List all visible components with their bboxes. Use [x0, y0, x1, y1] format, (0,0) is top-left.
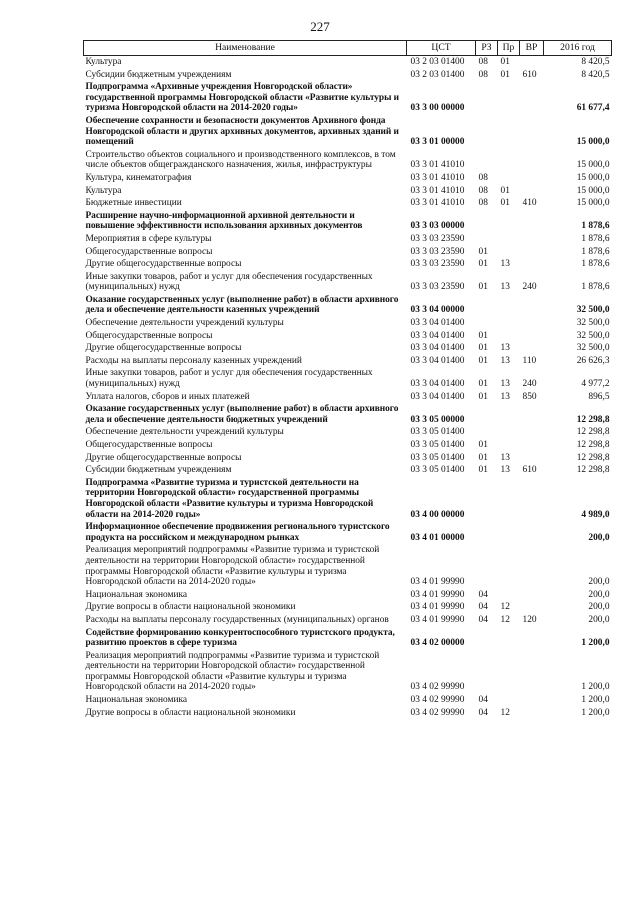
header-name: Наименование	[84, 41, 407, 56]
table-row	[84, 544, 612, 588]
cell-cst: 03 3 04 01400	[410, 355, 465, 366]
header-cst: ЦСТ	[407, 41, 476, 56]
cell-pr: 13	[500, 282, 510, 293]
table-row	[84, 601, 612, 614]
cell-sum: 1 200,0	[581, 682, 610, 693]
cell-name: Содействие формированию конкурентоспособного туристского продукта, развитию проектов в сфере туризма	[85, 627, 395, 649]
cell-pr	[498, 544, 520, 588]
cell-pr	[498, 521, 520, 544]
cell-rz: 01	[478, 259, 488, 270]
cell-vr	[520, 258, 544, 271]
cell-cst: 03 3 03 23590	[410, 246, 465, 257]
cell-rz: 01	[478, 355, 488, 366]
cell-name: Культура	[85, 57, 122, 67]
cell-pr	[498, 115, 520, 149]
cell-sum: 32 500,0	[576, 305, 610, 316]
header-sum: 2016 год	[544, 41, 612, 56]
cell-cst: 03 3 01 41010	[410, 185, 465, 196]
cell-name: Подпрограмма «Архивные учреждения Новгородской области» государственной программы Новгородской области «Развитие культуры и туризма Новгородской области на 2014-2020 годы»	[85, 82, 400, 114]
cell-sum: 1 200,0	[581, 638, 610, 649]
table-row	[84, 271, 612, 294]
cell-rz: 04	[478, 707, 488, 718]
cell-name: Расходы на выплаты персоналу казенных учреждений	[85, 355, 302, 366]
header-row	[84, 41, 612, 56]
table-row	[84, 149, 612, 172]
cell-name: Другие общегосударственные вопросы	[85, 452, 242, 463]
cell-name: Общегосударственные вопросы	[85, 246, 213, 257]
cell-cst: 03 3 03 23590	[410, 233, 465, 244]
cell-vr	[520, 246, 544, 259]
cell-cst: 03 4 00 00000	[410, 509, 465, 520]
cell-name: Общегосударственные вопросы	[85, 440, 213, 450]
cell-name: Иные закупки товаров, работ и услуг для обеспечения государственных (муниципальных) нужд	[85, 368, 373, 390]
cell-cst: 03 4 01 99990	[410, 602, 465, 613]
cell-vr	[520, 330, 544, 343]
cell-vr	[520, 185, 544, 198]
table-row	[84, 521, 612, 544]
table-row	[84, 464, 612, 477]
cell-rz: 01	[478, 440, 488, 450]
cell-name: Другие вопросы в области национальной экономики	[85, 602, 296, 613]
cell-sum: 200,0	[588, 614, 610, 625]
table-row	[84, 367, 612, 390]
cell-cst: 03 3 01 41010	[410, 160, 465, 171]
cell-pr	[498, 426, 520, 439]
cell-pr	[498, 210, 520, 233]
cell-vr	[520, 477, 544, 521]
table-row	[84, 694, 612, 707]
cell-cst: 03 3 05 01400	[410, 427, 465, 438]
cell-cst: 03 3 05 00000	[410, 414, 465, 425]
cell-sum: 15 000,0	[576, 160, 610, 171]
cell-sum: 4 989,0	[581, 509, 610, 520]
table-row	[84, 233, 612, 246]
cell-sum: 12 298,8	[576, 427, 610, 438]
table-row	[84, 707, 612, 720]
cell-pr	[498, 233, 520, 246]
cell-name: Подпрограмма «Развитие туризма и туристской деятельности на территории Новгородской области» государственной программы Новгородской области «Развитие культуры и туризма Новгородской области на 2014-2020 годы»	[85, 477, 374, 520]
cell-vr: 850	[522, 391, 537, 402]
cell-name: Другие вопросы в области национальной экономики	[85, 707, 296, 718]
table-row	[84, 258, 612, 271]
cell-pr: 01	[500, 69, 510, 80]
cell-rz: 01	[478, 391, 488, 402]
cell-vr	[520, 589, 544, 602]
cell-sum: 15 000,0	[576, 137, 610, 148]
cell-sum: 15 000,0	[576, 185, 610, 196]
cell-name: Мероприятия в сфере культуры	[85, 233, 212, 244]
cell-pr: 01	[500, 185, 510, 196]
cell-vr	[520, 210, 544, 233]
table-row	[84, 355, 612, 368]
table-row	[84, 589, 612, 602]
cell-vr	[520, 149, 544, 172]
cell-vr	[520, 115, 544, 149]
cell-sum: 1 878,6	[581, 259, 610, 270]
cell-vr	[520, 172, 544, 185]
table-row	[84, 197, 612, 210]
cell-name: Расширение научно-информационной архивной деятельности и повышение эффективности использования архивных документов	[85, 210, 363, 232]
cell-name: Другие общегосударственные вопросы	[85, 343, 242, 354]
cell-cst: 03 3 05 01400	[410, 452, 465, 463]
cell-sum: 32 500,0	[576, 318, 610, 329]
table-body	[84, 56, 612, 720]
cell-cst: 03 3 04 01400	[410, 391, 465, 402]
cell-cst: 03 4 01 99990	[410, 577, 465, 588]
cell-cst: 03 4 02 99990	[410, 695, 465, 706]
cell-name: Строительство объектов социального и производственного комплексов, в том числе объектов общегражданского назначения, жилья, инфраструктуры	[85, 149, 396, 171]
cell-rz: 04	[478, 602, 488, 613]
cell-name: Обеспечение деятельности учреждений культуры	[85, 318, 284, 329]
cell-name: Обеспечение сохранности и безопасности документов Архивного фонда Новгородской области и других архивных документов, архивных зданий и помещений	[85, 115, 399, 148]
cell-pr	[498, 477, 520, 521]
table-header	[84, 41, 612, 56]
cell-name: Реализация мероприятий подпрограммы «Развитие туризма и туристской деятельности на территории Новгородской области» государственной программы Новгородской области «Развитие культуры и туризма Новгородской области на 2014-2020 годы»	[85, 650, 380, 693]
cell-rz	[476, 149, 498, 172]
cell-cst: 03 3 04 01400	[410, 318, 465, 329]
cell-rz: 01	[478, 343, 488, 354]
cell-pr	[498, 246, 520, 259]
cell-sum: 1 200,0	[581, 695, 610, 706]
cell-cst: 03 3 05 01400	[410, 465, 465, 476]
cell-cst: 03 3 01 41010	[410, 172, 465, 183]
cell-cst: 03 3 01 41010	[410, 198, 465, 209]
cell-sum: 1 878,6	[581, 282, 610, 293]
cell-rz	[476, 115, 498, 149]
cell-cst: 03 4 02 99990	[410, 682, 465, 693]
table-row	[84, 452, 612, 465]
page-number: 227	[310, 19, 330, 34]
table-row	[84, 294, 612, 317]
cell-rz	[476, 81, 498, 115]
table-row	[84, 172, 612, 185]
cell-rz: 01	[478, 452, 488, 463]
cell-vr	[520, 439, 544, 452]
cell-pr	[498, 81, 520, 115]
cell-pr	[498, 439, 520, 452]
cell-name: Субсидии бюджетным учреждениям	[85, 465, 232, 476]
cell-vr: 240	[522, 379, 537, 390]
cell-cst: 03 4 01 99990	[410, 614, 465, 625]
cell-pr	[498, 317, 520, 330]
cell-name: Расходы на выплаты персоналу государственных (муниципальных) органов	[85, 614, 389, 625]
cell-vr: 610	[522, 465, 537, 476]
cell-sum: 8 420,5	[581, 69, 610, 80]
table-row	[84, 246, 612, 259]
cell-sum: 1 200,0	[581, 707, 610, 718]
cell-pr	[498, 650, 520, 694]
cell-rz	[476, 650, 498, 694]
cell-rz: 08	[478, 185, 488, 196]
cell-rz	[476, 544, 498, 588]
cell-sum: 200,0	[588, 589, 610, 600]
header-rz: РЗ	[476, 41, 498, 56]
cell-vr	[520, 426, 544, 439]
cell-pr: 01	[500, 198, 510, 209]
cell-rz: 04	[478, 589, 488, 600]
table-row	[84, 391, 612, 404]
cell-cst: 03 3 04 01400	[410, 343, 465, 354]
cell-sum: 32 500,0	[576, 343, 610, 354]
cell-name: Национальная экономика	[85, 695, 188, 706]
cell-name: Бюджетные инвестиции	[85, 198, 182, 209]
cell-vr	[520, 56, 544, 69]
cell-pr	[498, 589, 520, 602]
cell-vr: 240	[522, 282, 537, 293]
cell-sum: 1 878,6	[581, 221, 610, 232]
cell-vr	[520, 650, 544, 694]
cell-pr: 12	[500, 602, 510, 613]
table-row	[84, 342, 612, 355]
cell-pr: 13	[500, 259, 510, 270]
cell-pr: 13	[500, 355, 510, 366]
cell-sum: 15 000,0	[576, 198, 610, 209]
cell-name: Культура	[85, 185, 122, 196]
cell-rz: 01	[478, 282, 488, 293]
cell-cst: 03 3 01 00000	[410, 137, 465, 148]
cell-vr: 610	[522, 69, 537, 80]
table-row	[84, 81, 612, 115]
cell-sum: 32 500,0	[576, 330, 610, 341]
cell-cst: 03 3 04 01400	[410, 330, 465, 341]
cell-rz	[476, 521, 498, 544]
cell-vr	[520, 317, 544, 330]
cell-name: Уплата налогов, сборов и иных платежей	[85, 391, 250, 402]
cell-sum: 26 626,3	[576, 355, 610, 366]
cell-vr: 120	[522, 614, 537, 625]
cell-pr	[498, 149, 520, 172]
cell-pr	[498, 294, 520, 317]
cell-cst: 03 3 03 00000	[410, 221, 465, 232]
cell-sum: 8 420,5	[581, 57, 610, 67]
cell-name: Иные закупки товаров, работ и услуг для обеспечения государственных (муниципальных) нужд	[85, 271, 373, 293]
cell-pr: 13	[500, 379, 510, 390]
table-row	[84, 403, 612, 426]
table-row	[84, 426, 612, 439]
cell-pr: 13	[500, 452, 510, 463]
table-row	[84, 185, 612, 198]
cell-sum: 896,5	[588, 391, 610, 402]
cell-vr	[520, 294, 544, 317]
cell-rz: 01	[478, 330, 488, 341]
cell-vr	[520, 233, 544, 246]
header-pr: Пр	[498, 41, 520, 56]
table-row	[84, 210, 612, 233]
cell-cst: 03 2 03 01400	[410, 57, 465, 67]
cell-sum: 4 977,2	[581, 379, 610, 390]
table-row	[84, 330, 612, 343]
cell-cst: 03 4 02 99990	[410, 707, 465, 718]
cell-cst: 03 4 01 99990	[410, 589, 465, 600]
table-row	[84, 614, 612, 627]
cell-rz: 08	[478, 198, 488, 209]
budget-table	[83, 40, 612, 719]
table-row	[84, 650, 612, 694]
cell-sum: 12 298,8	[576, 440, 610, 450]
cell-vr	[520, 601, 544, 614]
cell-sum: 1 878,6	[581, 233, 610, 244]
cell-name: Реализация мероприятий подпрограммы «Развитие туризма и туристской деятельности на территории Новгородской области» государственной программы Новгородской области «Развитие культуры и туризма Новгородской области на 2014-2020 годы»	[85, 545, 380, 588]
table-row	[84, 477, 612, 521]
cell-vr: 410	[522, 198, 537, 209]
cell-rz	[476, 233, 498, 246]
cell-rz: 01	[478, 379, 488, 390]
header-vr: ВР	[520, 41, 544, 56]
cell-pr: 13	[500, 465, 510, 476]
cell-name: Культура, кинематография	[85, 172, 192, 183]
cell-sum: 200,0	[588, 577, 610, 588]
cell-vr: 110	[522, 355, 537, 366]
cell-rz: 08	[478, 172, 488, 183]
cell-sum: 61 677,4	[576, 103, 610, 114]
cell-name: Оказание государственных услуг (выполнение работ) в области архивного дела и обеспечение деятельности бюджетных учреждений	[85, 404, 399, 425]
cell-vr	[520, 81, 544, 115]
table-row	[84, 56, 612, 69]
cell-sum: 12 298,8	[576, 452, 610, 463]
table-row	[84, 439, 612, 452]
cell-name: Оказание государственных услуг (выполнение работ) в области архивного дела и обеспечение деятельности казенных учреждений	[85, 294, 399, 316]
cell-sum: 200,0	[588, 532, 610, 543]
cell-name: Обеспечение деятельности учреждений культуры	[85, 427, 284, 438]
cell-pr	[498, 172, 520, 185]
cell-rz: 01	[478, 246, 488, 257]
cell-vr	[520, 342, 544, 355]
cell-vr	[520, 627, 544, 650]
cell-vr	[520, 544, 544, 588]
cell-rz	[476, 210, 498, 233]
cell-pr: 13	[500, 343, 510, 354]
cell-vr	[520, 694, 544, 707]
cell-pr	[498, 330, 520, 343]
cell-pr: 13	[500, 391, 510, 402]
cell-pr	[498, 627, 520, 650]
cell-sum: 1 878,6	[581, 246, 610, 257]
cell-rz: 04	[478, 614, 488, 625]
table-row	[84, 317, 612, 330]
cell-cst: 03 4 02 00000	[410, 638, 465, 649]
cell-rz	[476, 294, 498, 317]
cell-sum: 12 298,8	[576, 414, 610, 425]
cell-pr: 01	[500, 57, 510, 67]
cell-name: Информационное обеспечение продвижения регионального туристского продукта на российском и международном рынках	[85, 522, 390, 543]
cell-rz	[476, 426, 498, 439]
cell-rz: 08	[478, 69, 488, 80]
cell-name: Общегосударственные вопросы	[85, 330, 213, 341]
cell-rz: 04	[478, 695, 488, 706]
table-row	[84, 627, 612, 650]
table-row	[84, 115, 612, 149]
cell-name: Национальная экономика	[85, 589, 188, 600]
cell-pr	[498, 403, 520, 426]
cell-sum: 12 298,8	[576, 465, 610, 476]
cell-cst: 03 2 03 01400	[410, 69, 465, 80]
cell-vr	[520, 707, 544, 720]
cell-cst: 03 3 03 23590	[410, 282, 465, 293]
cell-sum: 15 000,0	[576, 172, 610, 183]
cell-rz	[476, 627, 498, 650]
cell-vr	[520, 452, 544, 465]
cell-cst: 03 4 01 00000	[410, 532, 465, 543]
cell-vr	[520, 521, 544, 544]
cell-name: Другие общегосударственные вопросы	[85, 259, 242, 270]
cell-cst: 03 3 04 01400	[410, 379, 465, 390]
cell-cst: 03 3 03 23590	[410, 259, 465, 270]
cell-vr	[520, 403, 544, 426]
cell-cst: 03 3 05 01400	[410, 440, 465, 450]
cell-rz: 08	[478, 57, 488, 67]
cell-rz	[476, 477, 498, 521]
cell-cst: 03 3 00 00000	[410, 103, 465, 114]
cell-cst: 03 3 04 00000	[410, 305, 465, 316]
cell-rz	[476, 403, 498, 426]
cell-sum: 200,0	[588, 602, 610, 613]
cell-name: Субсидии бюджетным учреждениям	[85, 69, 232, 80]
cell-rz	[476, 317, 498, 330]
cell-pr	[498, 694, 520, 707]
cell-pr: 12	[500, 707, 510, 718]
cell-rz: 01	[478, 465, 488, 476]
table-row	[84, 69, 612, 82]
cell-pr: 12	[500, 614, 510, 625]
